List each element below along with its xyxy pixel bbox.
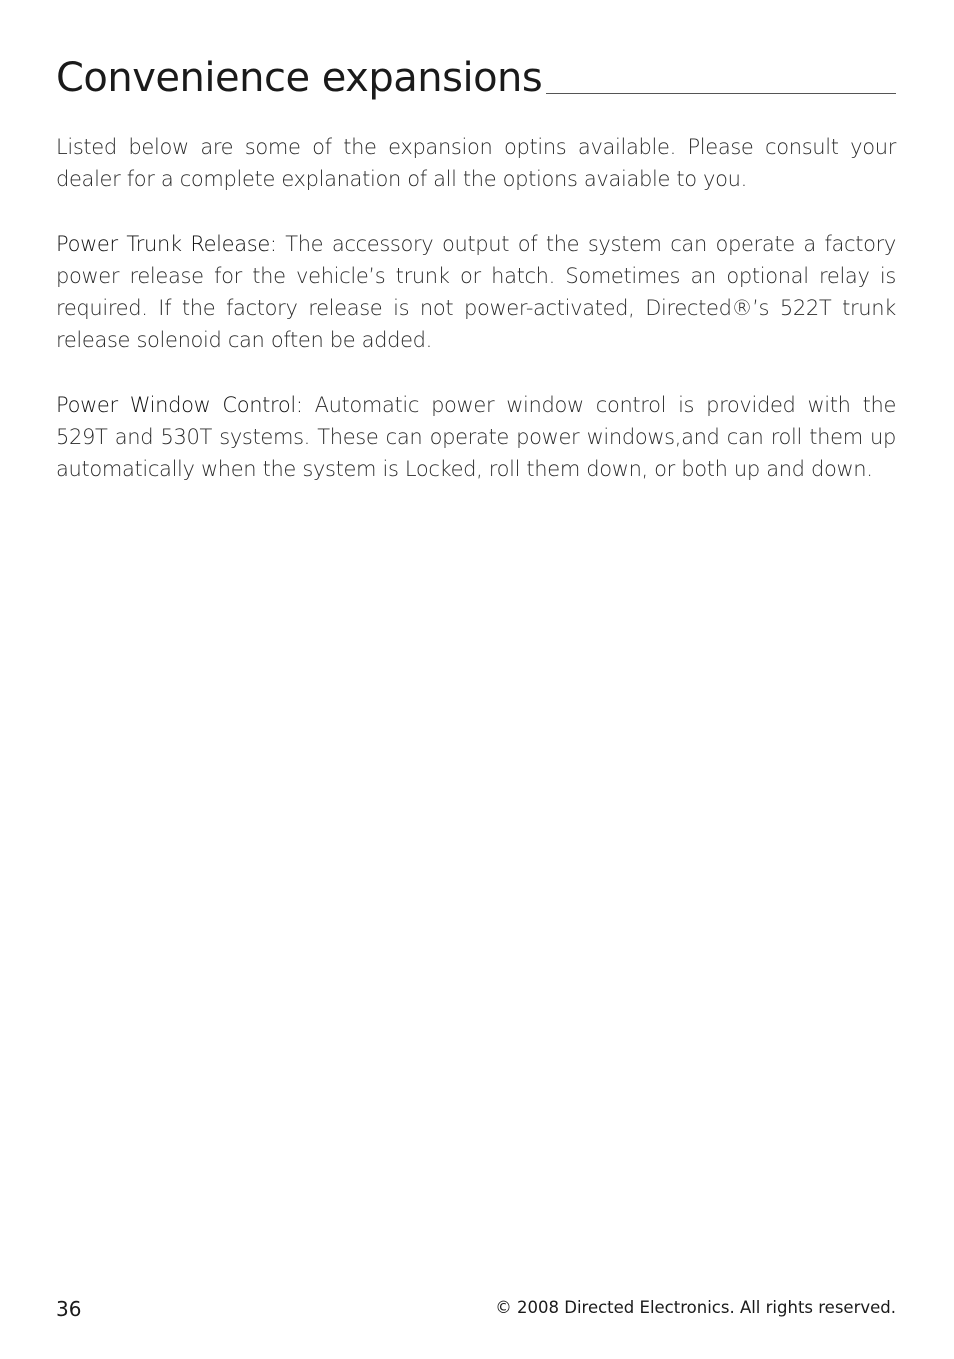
power-trunk-release-paragraph [56, 228, 896, 357]
power-window-control-label: Power Window Control: [56, 392, 303, 417]
intro-paragraph: Listed below are some of the expansion optins available. Please consult your dealer for a complete explanation of all the options avaiable to you. [56, 135, 896, 192]
page-title: Convenience expansions [56, 54, 546, 102]
page-header [56, 54, 896, 101]
page-content [56, 131, 896, 518]
copyright-notice: © 2008 Directed Electronics. All rights reserved. [495, 1298, 896, 1317]
power-trunk-release-label: Power Trunk Release: [56, 231, 277, 256]
power-trunk-release-text: The accessory output of the system can operate a factory power release for the vehicle’s trunk or hatch. Sometimes an optional relay is required. If the factory release is not power-activated, Directed®’s 522T trunk release solenoid can often be added. [56, 231, 896, 353]
power-window-control-paragraph [56, 389, 896, 486]
page-number: 36 [56, 1297, 82, 1321]
power-window-control-text: Automatic power window control is provided with the 529T and 530T systems. These can operate power windows,and can roll them up automatically when the system is Locked, roll them down, or both up and down. [56, 392, 897, 482]
